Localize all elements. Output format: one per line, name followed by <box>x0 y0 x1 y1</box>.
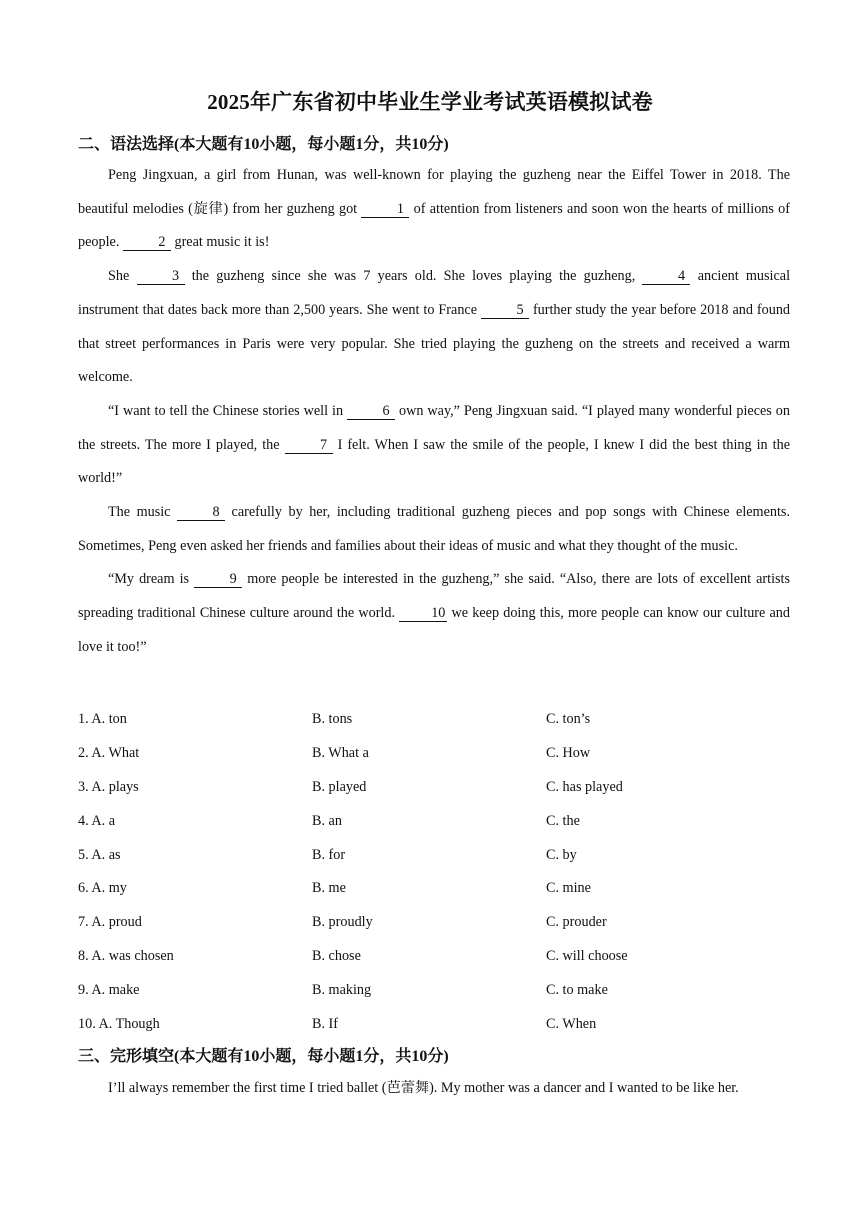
option-row <box>78 906 790 940</box>
blank-9: 9 <box>194 572 242 588</box>
option-a[interactable]: 8. A. was chosen <box>78 947 174 964</box>
cloze-passage-start: I’ll always remember the first time I tried ballet (芭蕾舞). My mother was a dancer and I wanted to be like her. <box>108 1080 739 1096</box>
option-row <box>78 771 790 805</box>
option-c[interactable]: C. prouder <box>546 914 607 931</box>
option-c[interactable]: C. will choose <box>546 947 628 964</box>
option-row <box>78 973 790 1007</box>
option-c[interactable]: C. to make <box>546 981 608 998</box>
grammar-passage <box>78 159 790 665</box>
option-row <box>78 737 790 771</box>
option-b[interactable]: B. chose <box>312 947 361 964</box>
option-row <box>78 703 790 737</box>
option-c[interactable]: C. the <box>546 812 580 829</box>
option-b[interactable]: B. If <box>312 1015 339 1032</box>
blank-3: 3 <box>137 269 185 285</box>
option-a[interactable]: 10. A. Though <box>78 1015 160 1032</box>
blank-2: 2 <box>123 235 171 251</box>
blank-5: 5 <box>481 303 529 319</box>
option-row <box>78 1007 790 1041</box>
option-b[interactable]: B. tons <box>312 711 353 728</box>
option-a[interactable]: 3. A. plays <box>78 778 139 795</box>
passage-paragraph: “My dream is 9 more people be interested in the guzheng,” she said. “Also, there are lots of excellent artists spreading traditional Chinese culture around the world. 10 we keep doing this, more people can know our culture and love it too!” <box>78 571 791 655</box>
option-b[interactable]: B. proudly <box>312 914 373 931</box>
option-c[interactable]: C. by <box>546 846 577 863</box>
option-c[interactable]: C. has played <box>546 778 623 795</box>
blank-4: 4 <box>642 269 690 285</box>
passage-paragraph: “I want to tell the Chinese stories well in 6 own way,” Peng Jingxuan said. “I played many wonderful pieces on the streets. The more I played, the 7 I felt. When I saw the smile of the people, I knew I did the best thing in the world!” <box>78 402 790 487</box>
section-heading-grammar: 二、语法选择(本大题有10小题，每小题1分，共10分) <box>78 136 449 153</box>
option-a[interactable]: 7. A. proud <box>78 914 142 931</box>
option-a[interactable]: 4. A. a <box>78 812 116 829</box>
option-c[interactable]: C. mine <box>546 880 591 897</box>
section-heading-cloze: 三、完形填空(本大题有10小题，每小题1分，共10分) <box>78 1048 449 1065</box>
option-b[interactable]: B. making <box>312 981 372 998</box>
option-b[interactable]: B. for <box>312 846 346 863</box>
blank-8: 8 <box>177 505 225 521</box>
option-c[interactable]: C. When <box>546 1015 597 1032</box>
answer-options <box>78 703 790 1041</box>
option-row <box>78 872 790 906</box>
option-b[interactable]: B. played <box>312 778 367 795</box>
option-a[interactable]: 9. A. make <box>78 981 140 998</box>
option-c[interactable]: C. ton’s <box>546 711 591 728</box>
option-a[interactable]: 2. A. What <box>78 745 140 762</box>
option-a[interactable]: 1. A. ton <box>78 711 127 728</box>
option-c[interactable]: C. How <box>546 745 591 762</box>
option-row <box>78 804 790 838</box>
passage-paragraph: Peng Jingxuan, a girl from Hunan, was well-known for playing the guzheng near the Eiffel Tower in 2018. The beautiful melodies (旋律) from her guzheng got 1 of attention from listeners and soon won the hearts of millions of people. 2 great music it is! <box>78 167 790 251</box>
passage-paragraph: She 3 the guzheng since she was 7 years old. She loves playing the guzheng, 4 ancient musical instrument that dates back more than 2,500 years. She went to France 5 further study the year before 2018 and found that street performances in Paris were very popular. She tried playing the guzheng on the streets and received a warm welcome. <box>78 268 791 386</box>
option-b[interactable]: B. What a <box>312 745 369 762</box>
blank-1: 1 <box>361 202 409 218</box>
option-b[interactable]: B. me <box>312 880 346 897</box>
option-a[interactable]: 6. A. my <box>78 880 127 897</box>
option-row <box>78 940 790 974</box>
blank-10: 10 <box>399 606 447 622</box>
passage-paragraph: The music 8 carefully by her, including traditional guzheng pieces and pop songs with Chinese elements. Sometimes, Peng even asked her friends and families about their ideas of music and what they thought of the music. <box>78 504 790 554</box>
option-a[interactable]: 5. A. as <box>78 846 121 863</box>
blank-6: 6 <box>347 404 395 420</box>
page-title: 2025年广东省初中毕业生学业考试英语模拟试卷 <box>207 90 653 114</box>
option-row <box>78 838 790 872</box>
option-b[interactable]: B. an <box>312 812 342 829</box>
blank-7: 7 <box>285 438 333 454</box>
